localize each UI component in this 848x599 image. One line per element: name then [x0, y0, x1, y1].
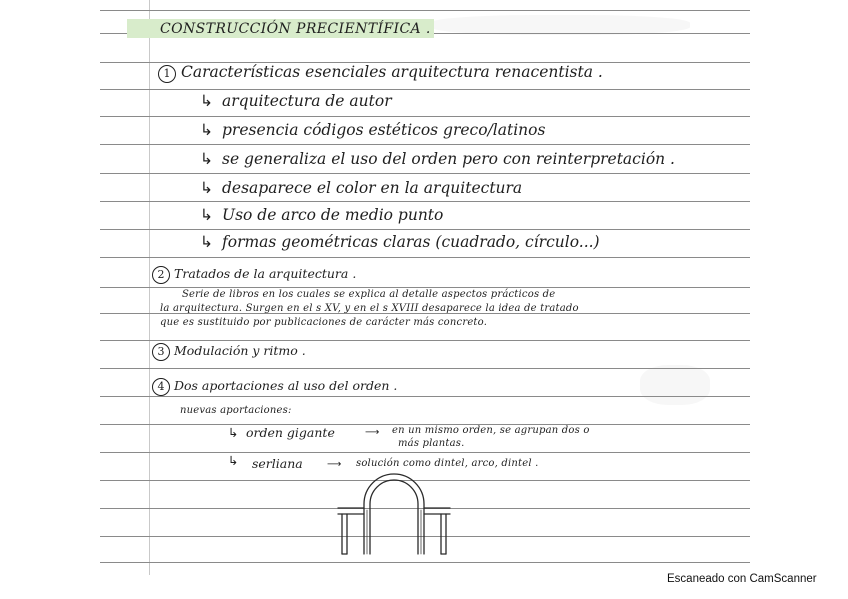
section-2-heading: Tratados de la arquitectura .	[174, 266, 357, 281]
term-description: solución como dintel, arco, dintel .	[356, 458, 539, 469]
section-1-item: desaparece el color en la arquitectura	[222, 179, 523, 197]
ruled-line	[100, 340, 750, 341]
ruled-line	[100, 10, 750, 11]
section-1-item: Uso de arco de medio punto	[222, 206, 444, 224]
section-number-1: 1	[158, 65, 176, 83]
ruled-line	[100, 287, 750, 288]
section-number-2: 2	[152, 266, 170, 284]
long-arrow-icon: ⟶	[327, 459, 342, 470]
serliana-arch-sketch	[330, 470, 460, 556]
hooked-arrow-icon: ↳	[200, 233, 213, 251]
ruled-line	[100, 201, 750, 202]
bleed-through-smudge	[430, 15, 690, 35]
ruled-line	[100, 257, 750, 258]
section-1-heading: Características esenciales arquitectura renacentista .	[181, 63, 603, 81]
hooked-arrow-icon: ↳	[228, 425, 239, 440]
section-1-item: se generaliza el uso del orden pero con reinterpretación .	[222, 150, 675, 168]
term-serliana: serliana	[252, 456, 303, 471]
section-number-3: 3	[152, 343, 170, 361]
ruled-line	[100, 144, 750, 145]
section-number-4: 4	[152, 378, 170, 396]
section-1-item: arquitectura de autor	[222, 92, 392, 110]
hooked-arrow-icon: ↳	[200, 150, 213, 168]
section-2-text-line: la arquitectura. Surgen en el s XV, y en el s XVIII desaparece la idea de tratado	[160, 303, 579, 314]
term-description: más plantas.	[398, 438, 465, 449]
scanner-watermark: Escaneado con CamScanner	[667, 573, 817, 585]
hooked-arrow-icon: ↳	[200, 179, 213, 197]
section-2-text-line: Serie de libros en los cuales se explica al detalle aspectos prácticos de	[182, 289, 556, 300]
ruled-line	[100, 229, 750, 230]
hooked-arrow-icon: ↳	[228, 453, 239, 468]
hooked-arrow-icon: ↳	[200, 121, 213, 139]
term-orden-gigante: orden gigante	[246, 425, 335, 440]
section-1-item: presencia códigos estéticos greco/latinos	[222, 121, 546, 139]
ruled-line	[100, 116, 750, 117]
bleed-through-smudge	[640, 365, 710, 405]
page-title: CONSTRUCCIÓN PRECIENTÍFICA .	[160, 21, 431, 37]
ruled-line	[100, 562, 750, 563]
long-arrow-icon: ⟶	[365, 427, 380, 438]
section-4-heading: Dos aportaciones al uso del orden .	[174, 378, 398, 393]
section-4-intro: nuevas aportaciones:	[180, 405, 292, 416]
section-1-item: formas geométricas claras (cuadrado, círculo...)	[222, 233, 600, 251]
ruled-line	[100, 89, 750, 90]
section-3-heading: Modulación y ritmo .	[174, 343, 306, 358]
ruled-line	[100, 452, 750, 453]
term-description: en un mismo orden, se agrupan dos o	[392, 425, 590, 436]
hooked-arrow-icon: ↳	[200, 206, 213, 224]
ruled-line	[100, 173, 750, 174]
hooked-arrow-icon: ↳	[200, 92, 213, 110]
section-2-text-line: que es sustituido por publicaciones de carácter más concreto.	[160, 317, 488, 328]
